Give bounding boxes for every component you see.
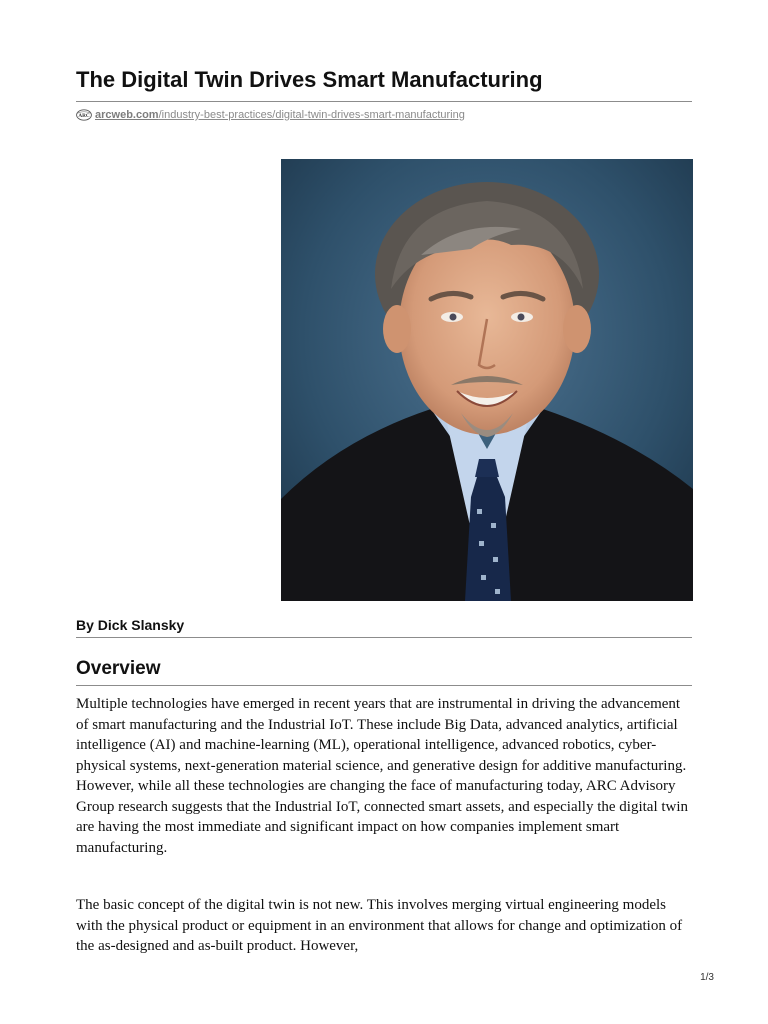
author-photo [281,159,693,601]
source-path-link[interactable]: /industry-best-practices/digital-twin-drives-smart-manufacturing [158,109,465,121]
paragraph-2: The basic concept of the digital twin is not new. This involves merging virtual engineering models with the physical product or equipment in an environment that allows for change and optimization of the as-designed and as-built product. However, [76,897,683,954]
section-heading-overview: Overview [76,658,161,679]
arc-logo-text: ARC [78,113,90,120]
byline-divider [76,637,692,638]
author-portrait-illustration [281,159,693,601]
section-divider [76,685,692,686]
article-title: The Digital Twin Drives Smart Manufacturing [76,67,543,92]
arc-logo-icon [76,109,92,121]
source-domain-link[interactable]: arcweb.com [95,109,159,121]
source-url[interactable] [76,107,465,123]
paragraph-1: Multiple technologies have emerged in recent years that are instrumental in driving the advancement of smart manufacturing and the Industrial IoT. These include Big Data, advanced analytics, artificial intelligence (AI) and machine-learning (ML), operational intelligence, advanced robotics, cyber-physical systems, next-generation material science, and generative design for additive manufacturing. However, while all these technologies are changing the face of manufacturing today, ARC Advisory Group research suggests that the Industrial IoT, connected smart assets, and especially the digital twin are having the most immediate and significant impact on how companies implement smart manufacturing. [76,696,689,856]
title-divider [76,101,692,102]
author-byline: By Dick Slansky [76,617,185,633]
page-indicator: 1/3 [700,972,714,983]
